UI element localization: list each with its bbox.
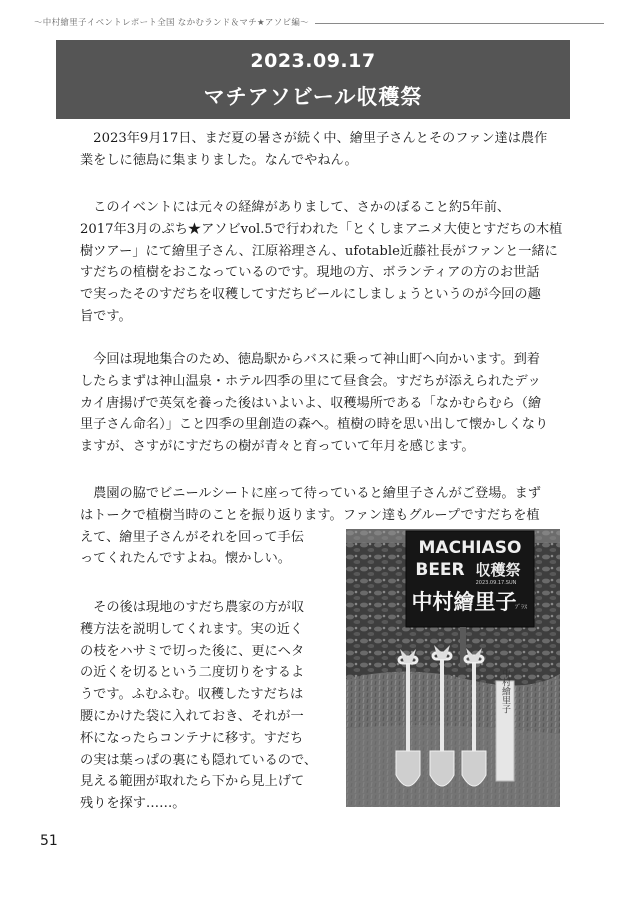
event-photo <box>346 529 560 807</box>
sign-line2: BEER <box>415 560 465 580</box>
sign-date: 2023.09.17.SUN <box>475 580 517 586</box>
text-line: 穫方法を説明してくれます。実の近く <box>80 621 304 637</box>
text-line: その後は現地のすだち農家の方が収 <box>80 600 305 615</box>
stake-text: 中村繪里子 <box>500 668 510 714</box>
text-line: で実ったそのすだちを収穫してすだちビールにしましょうというのが今回の趣 <box>80 287 541 303</box>
header-text: ～中村繪里子イベントレポート全国 なかむランド＆マチ★アソビ編～ <box>34 16 315 28</box>
text-line: えて、繪里子さんがそれを回って手伝 <box>80 529 304 545</box>
text-line: 今回は現地集合のため、徳島駅からバスに乗って神山町へ向かいます。到着 <box>80 352 540 367</box>
text-line: 樹ツアー」にて繪里子さん、江原裕理さん、ufotable近藤社長がファンと一緒に <box>80 243 558 259</box>
text-line: 2017年3月のぷち★アソビvol.5で行われた「とくしまアニメ大使とすだちの木植 <box>80 221 563 237</box>
paragraph-1 <box>80 128 547 172</box>
text-line: 旨です。 <box>80 308 132 324</box>
text-line: 杯になったらコンテナに移す。すだち <box>80 730 304 746</box>
page-number: 51 <box>40 833 58 849</box>
event-date: 2023.09.17 <box>250 50 376 72</box>
photo-illustration <box>346 529 560 807</box>
name-stake <box>496 667 514 781</box>
text-line: カイ唐揚げで英気を養った後はいよいよ、収穫場所である「なかむらむら（繪 <box>80 395 542 411</box>
text-line: したらまずは神山温泉・ホテル四季の里にて昼食会。すだちが添えられたデッ <box>80 373 541 389</box>
text-line: の近くを切るという二度切りをするよ <box>80 665 305 681</box>
paragraph-2 <box>80 197 562 328</box>
sign-line3: 収穫祭 <box>475 561 521 579</box>
text-line: の枝をハサミで切った後に、更にヘタ <box>80 643 305 659</box>
title-banner <box>56 40 570 119</box>
text-line: すだちの植樹をおこなっているのです。現地の方、ボランティアの方のお世話 <box>80 265 540 281</box>
paragraph-5 <box>80 597 317 815</box>
sign-line1: MACHIASO <box>418 538 522 558</box>
sign-name: 中村繪里子 <box>411 590 517 614</box>
text-line: うです。ふむふむ。収穫したすだちは <box>80 687 304 703</box>
text-line: 腰にかけた袋に入れておき、それが一 <box>80 708 304 724</box>
event-title: マチアソビール収穫祭 <box>203 85 423 109</box>
text-line: ますが、さすがにすだちの樹が青々と育っていて年月を感じます。 <box>80 439 475 455</box>
text-line: 農園の脇でビニールシートに座って待っていると繪里子さんがご登場。まず <box>80 486 541 501</box>
running-header <box>34 14 604 34</box>
text-line: 2023年9月17日、まだ夏の暑さが続く中、繪里子さんとそのファン達は農作 <box>80 131 548 146</box>
text-line: の実は葉っぱの裏にも隠れているので、 <box>80 752 318 768</box>
text-line: 里子さん命名）」こと四季の里創造の森へ。植樹の時を思い出して懐かしくなり <box>80 417 549 433</box>
text-line: 残りを探す……。 <box>80 796 186 812</box>
text-line: はトークで植樹当時のことを振り返ります。ファン達もグループですだちを植 <box>80 507 540 523</box>
text-line: 業をしに徳島に集まりました。なんでやねん。 <box>80 152 358 168</box>
text-line: ってくれたんですよね。懐かしい。 <box>80 551 291 567</box>
text-line: このイベントには元々の経緯がありまして、さかのぼること約5年前、 <box>80 200 511 215</box>
sign-suffix: ﾌﾞﾗｽ <box>514 604 528 611</box>
paragraph-3 <box>80 349 548 458</box>
text-line: 見える範囲が取れたら下から見上げて <box>80 774 305 790</box>
